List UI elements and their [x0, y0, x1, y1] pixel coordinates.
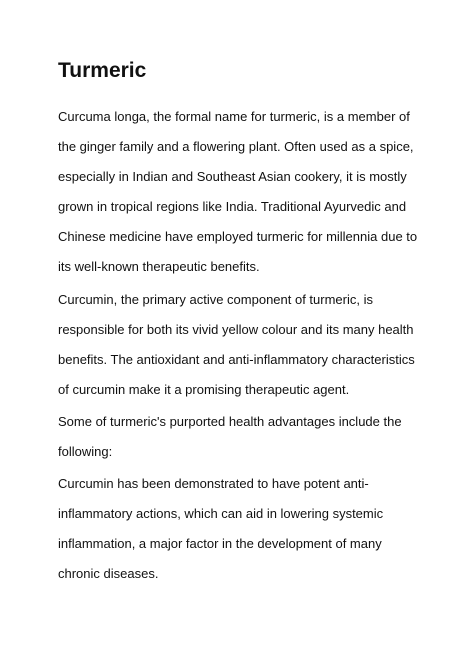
text-line: especially in Indian and Southeast Asian cookery, it is mostly	[58, 169, 407, 184]
text-line: Curcumin has been demonstrated to have potent anti-	[58, 476, 369, 491]
text-line: following:	[58, 444, 113, 459]
text-line: benefits. The antioxidant and anti-inflammatory characteristics	[58, 352, 415, 367]
paragraph-anti-inflammatory	[58, 469, 428, 589]
text-line: chronic diseases.	[58, 566, 159, 581]
text-line: Chinese medicine have employed turmeric for millennia due to	[58, 229, 418, 244]
text-line: Some of turmeric's purported health advantages include the	[58, 414, 402, 429]
text-line: its well-known therapeutic benefits.	[58, 259, 260, 274]
text-line: of curcumin make it a promising therapeutic agent.	[58, 382, 350, 397]
text-line: Curcumin, the primary active component of turmeric, is	[58, 292, 373, 307]
document-title: Turmeric	[58, 59, 147, 82]
text-line: responsible for both its vivid yellow colour and its many health	[58, 322, 414, 337]
paragraph-advantages	[58, 407, 428, 467]
text-line: the ginger family and a flowering plant. Often used as a spice,	[58, 139, 414, 154]
paragraph-intro	[58, 102, 428, 282]
text-line: inflammation, a major factor in the development of many	[58, 536, 382, 551]
paragraph-curcumin	[58, 285, 428, 405]
text-line: inflammatory actions, which can aid in lowering systemic	[58, 506, 384, 521]
text-line: grown in tropical regions like India. Traditional Ayurvedic and	[58, 199, 407, 214]
text-line: Curcuma longa, the formal name for turmeric, is a member of	[58, 109, 410, 124]
